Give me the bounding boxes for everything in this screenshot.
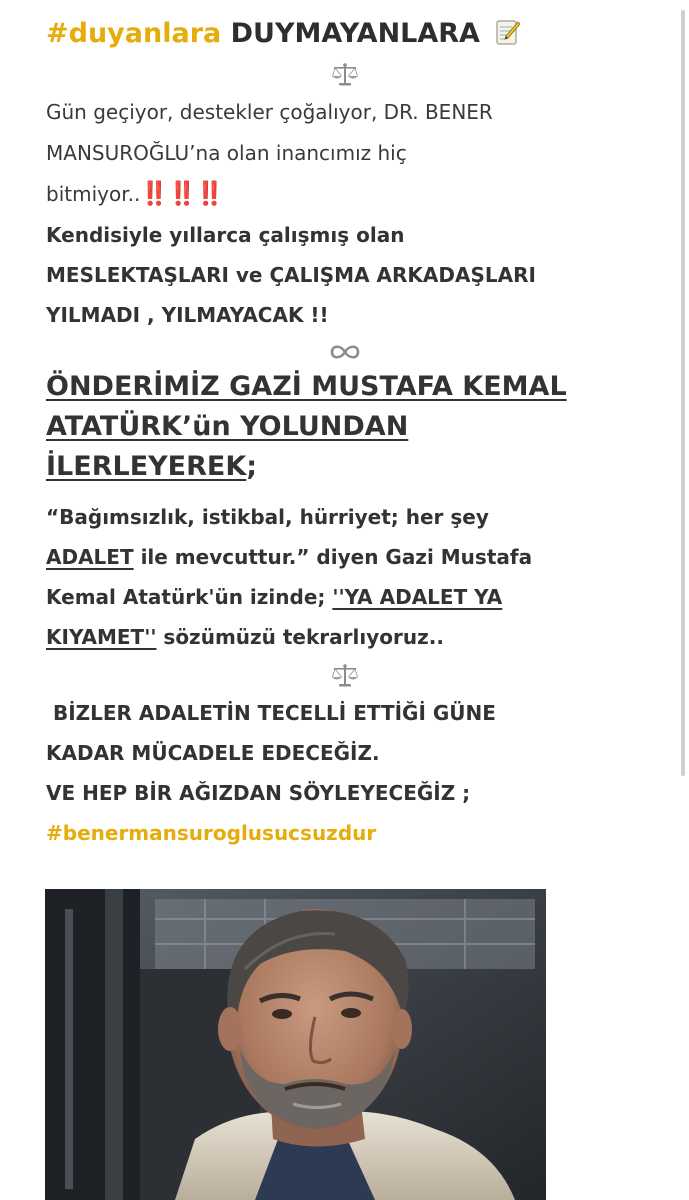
quote-adalet-underlined: ADALET bbox=[46, 545, 134, 569]
heading-semicolon: ; bbox=[246, 451, 258, 482]
quote-line-4 bbox=[46, 617, 646, 657]
closing-line-3: VE HEP BİR AĞIZDAN SÖYLEYECEĞİZ ; bbox=[46, 781, 471, 805]
heading-line-3 bbox=[46, 447, 646, 487]
divider-infinity bbox=[0, 335, 689, 367]
intro-line-3 bbox=[46, 174, 646, 215]
heading-line-2: ATATÜRK’ün YOLUNDAN bbox=[46, 411, 409, 442]
quote-line-1: “Bağımsızlık, istikbal, hürriyet; her şey bbox=[46, 505, 489, 529]
title-text: DUYMAYANLARA bbox=[230, 18, 480, 49]
intro-line-1: Gün geçiyor, destekler çoğalıyor, DR. BENER bbox=[46, 100, 493, 124]
post-content bbox=[46, 12, 646, 853]
quote-line-3 bbox=[46, 577, 646, 617]
quote-kiyamet-underlined: KIYAMET'' bbox=[46, 625, 157, 649]
double-exclamation-icons: ‼️‼️‼️ bbox=[140, 181, 224, 207]
title-hashtag[interactable]: #duyanlara bbox=[46, 18, 222, 49]
balance-scale-icon bbox=[330, 62, 360, 88]
memo-pencil-icon bbox=[495, 16, 521, 44]
closing-line-1: BİZLER ADALETİN TECELLİ ETTİĞİ GÜNE bbox=[46, 701, 496, 725]
heading-line-1: ÖNDERİMİZ GAZİ MUSTAFA KEMAL bbox=[46, 371, 567, 402]
divider-scales-2 bbox=[0, 657, 689, 693]
infinity-icon bbox=[329, 342, 361, 362]
post-title bbox=[46, 12, 646, 56]
portrait-photo bbox=[45, 889, 546, 1200]
closing-hashtag[interactable]: #benermansuroglusucsuzdur bbox=[46, 821, 377, 845]
colleagues-line-1: Kendisiyle yıllarca çalışmış olan bbox=[46, 223, 405, 247]
divider-scales bbox=[0, 56, 689, 92]
closing-line-2: KADAR MÜCADELE EDECEĞİZ. bbox=[46, 741, 380, 765]
quote-ya-adalet-underlined: ''YA ADALET YA bbox=[332, 585, 503, 609]
intro-line-2: MANSUROĞLU’na olan inancımız hiç bbox=[46, 141, 407, 165]
colleagues-line-3: YILMADI , YILMAYACAK !! bbox=[46, 303, 329, 327]
quote-line-3-text: Kemal Atatürk'ün izinde; bbox=[46, 585, 333, 609]
quote-line-2 bbox=[46, 537, 646, 577]
quote-line-4-rest: sözümüzü tekrarlıyoruz.. bbox=[156, 625, 444, 649]
quote-line-2-rest: ile mevcuttur.” diyen Gazi Mustafa bbox=[133, 545, 533, 569]
colleagues-line-2: MESLEKTAŞLARI ve ÇALIŞMA ARKADAŞLARI bbox=[46, 263, 536, 287]
intro-line-3-text: bitmiyor.. bbox=[46, 182, 141, 206]
heading-line-3-text: İLERLEYEREK bbox=[46, 451, 247, 482]
balance-scale-icon bbox=[330, 663, 360, 689]
